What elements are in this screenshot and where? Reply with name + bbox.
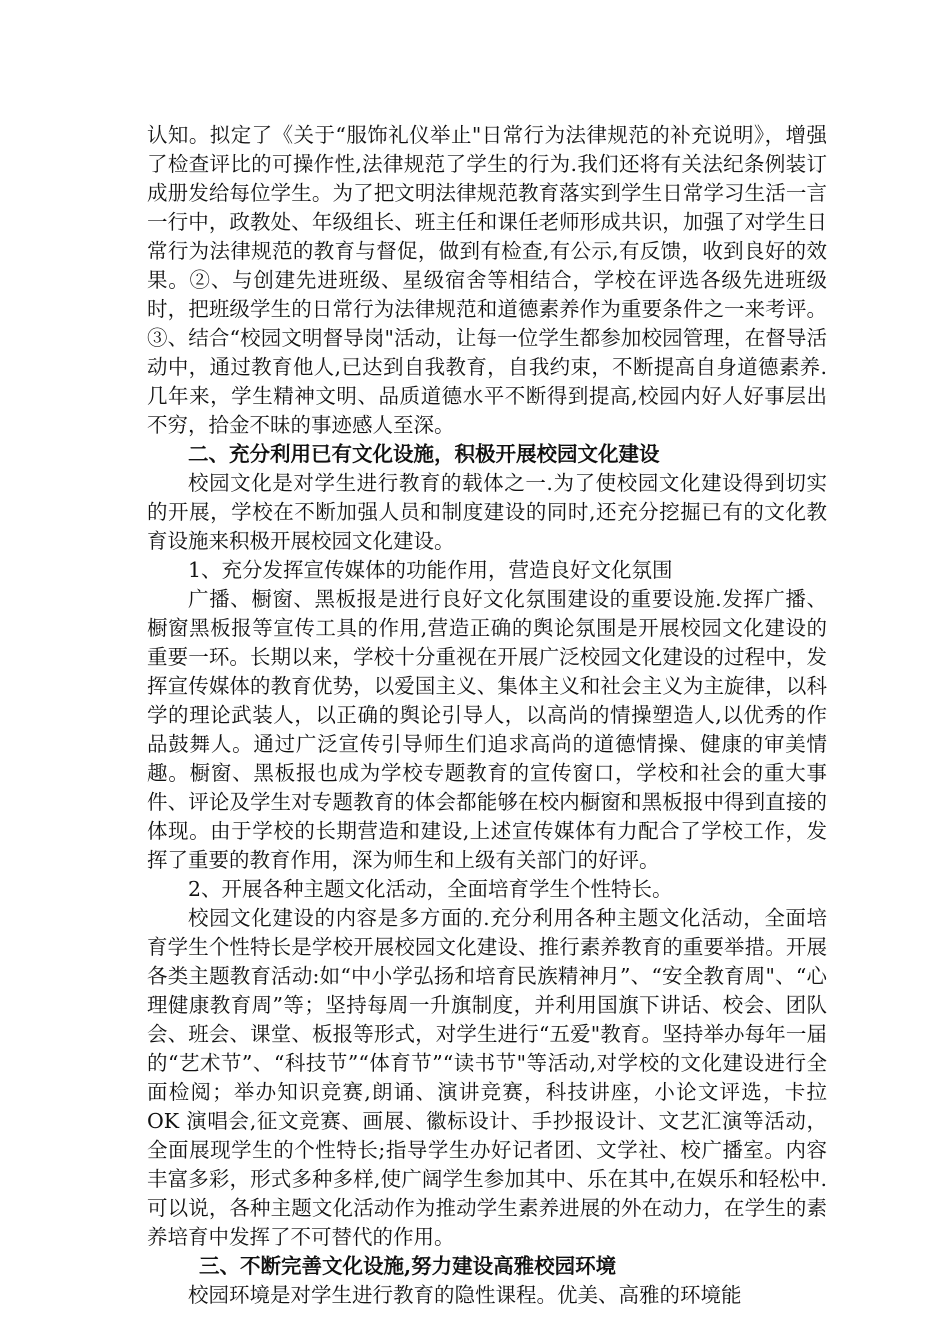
- section-heading-two: 二、充分利用已有文化设施，积极开展校园文化建设: [188, 442, 660, 466]
- paragraph-activities: 校园文化建设的内容是多方面的.充分利用各种主题文化活动，全面培育学生个性特长是学校开展校园文化建设、推行素养教育的重要举措。开展各类主题教育活动:如“中小学弘扬和培育民族精神月”、“安全教育周"、“心理健康教育周”等；坚持每周一升旗制度，并利用国旗下讲话、校会、团队会、班会、课堂、板报等形式，对学生进行“五爱"教育。坚持举办每年一届的“艺术节”、“科技节”“体育节”“读书节"等活动,对学校的文化建设进行全面检阅；举办知识竞赛,朗诵、演讲竞赛，科技讲座，小论文评选，卡拉 OK 演唱会,征文竞赛、画展、徽标设计、手抄报设计、文艺汇演等活动，全面展现学生的个性特长;指导学生办好记者团、文学社、校广播室。内容丰富多彩，形式多种多样,使广阔学生参加其中、乐在其中,在娱乐和轻松中.可以说，各种主题文化活动作为推动学生素养进展的外在动力，在学生的素养培育中发挥了不可替代的作用。: [147, 906, 827, 1249]
- subheading-media: 1、充分发挥宣传媒体的功能作用，营造良好文化氛围: [188, 558, 673, 582]
- paragraph-culture-intro: 校园文化是对学生进行教育的载体之一.为了使校园文化建设得到切实的开展，学校在不断加强人员和制度建设的同时,还充分挖掘已有的文化教育设施来积极开展校园文化建设。: [147, 471, 827, 553]
- paragraph-environment: 校园环境是对学生进行教育的隐性课程。优美、高雅的环境能: [188, 1283, 742, 1307]
- paragraph-media: 广播、橱窗、黑板报是进行良好文化氛围建设的重要设施.发挥广播、橱窗黑板报等宣传工具的作用,营造正确的舆论氛围是开展校园文化建设的重要一环。长期以来，学校十分重视在开展广泛校园文化建设的过程中，发挥宣传媒体的教育优势，以爱国主义、集体主义和社会主义为主旋律，以科学的理论武装人，以正确的舆论引导人，以高尚的情操塑造人,以优秀的作品鼓舞人。通过广泛宣传引导师生们追求高尚的道德情操、健康的审美情趣。橱窗、黑板报也成为学校专题教育的宣传窗口，学校和社会的重大事件、评论及学生对专题教育的体会都能够在校内橱窗和黑板报中得到直接的体现。由于学校的长期营造和建设,上述宣传媒体有力配合了学校工作，发挥了重要的教育作用，深为师生和上级有关部门的好评。: [147, 587, 827, 872]
- section-heading-three: 三、不断完善文化设施,努力建设高雅校园环境: [199, 1254, 617, 1278]
- paragraph-rules-summary: 认知。拟定了《关于“服饰礼仪举止"日常行为法律规范的补充说明》，增强了检查评比的可操作性,法律规范了学生的行为.我们还将有关法纪条例装订成册发给每位学生。为了把文明法律规范教育落实到学生日常学习生活一言一行中，政教处、年级组长、班主任和课任老师形成共识，加强了对学生日常行为法律规范的教育与督促，做到有检查,有公示,有反馈，收到良好的效果。②、与创建先进班级、星级宿舍等相结合，学校在评选各级先进班级时，把班级学生的日常行为法律规范和道德素养作为重要条件之一来考评。③、结合“校园文明督导岗"活动，让每一位学生都参加校园管理，在督导活动中，通过教育他人,已达到自我教育，自我约束，不断提高自身道德素养.几年来，学生精神文明、品质道德水平不断得到提高,校园内好人好事层出不穷，拾金不昧的事迹感人至深。: [147, 123, 827, 437]
- subheading-activities: 2、开展各种主题文化活动，全面培育学生个性特长。: [188, 877, 673, 901]
- document-page: [147, 121, 827, 1310]
